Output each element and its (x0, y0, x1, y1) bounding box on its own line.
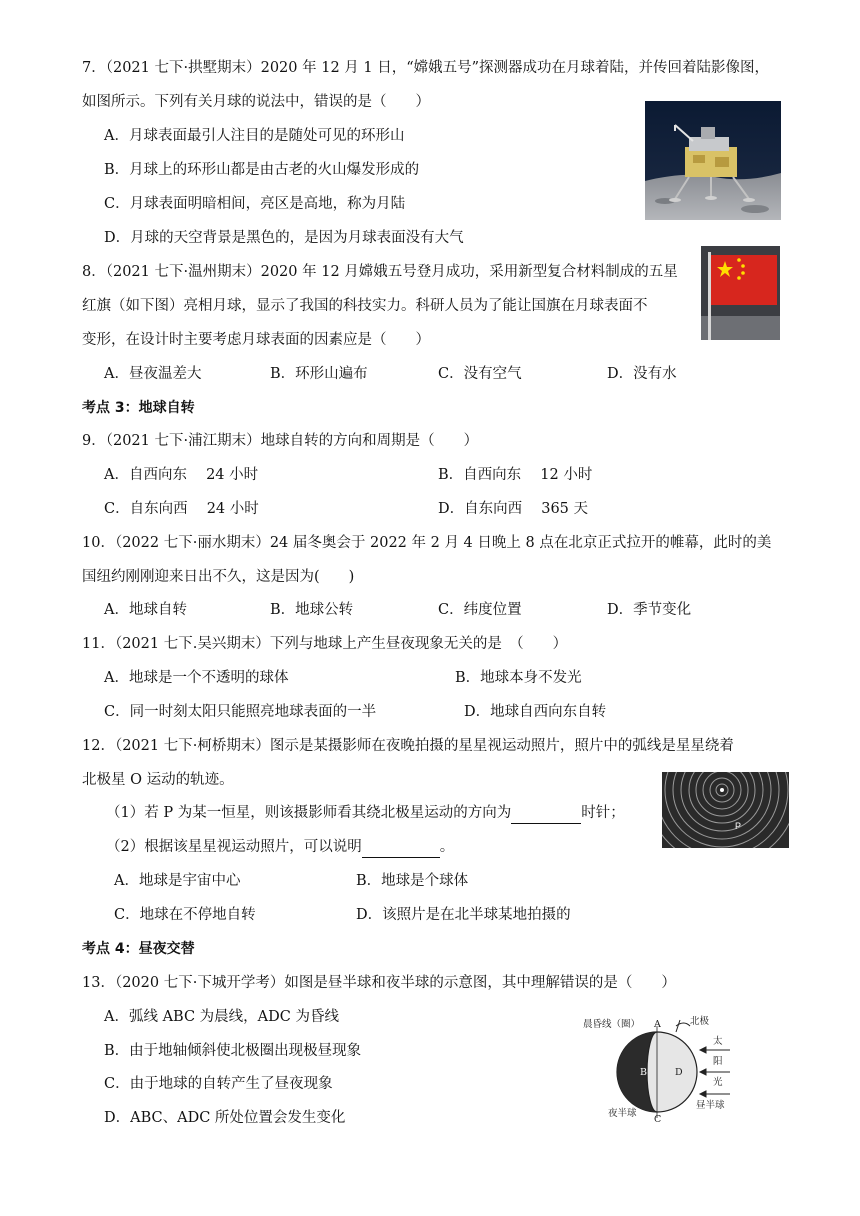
q12-option-b: B．地球是个球体 (356, 873, 469, 889)
section-heading-kp3: 考点 3：地球自转 (82, 400, 195, 416)
q7-stem-line2: 如图所示。下列有关月球的说法中，错误的是（ ） (82, 94, 430, 110)
diagram-label-north-pole: 北极 (690, 1016, 710, 1027)
q13-option-d: D．ABC、ADC 所处位置会发生变化 (104, 1110, 346, 1126)
q7-option-b: B．月球上的环形山都是由古老的火山爆发形成的 (104, 162, 420, 178)
q9-option-b: B．自西向东 12 小时 (438, 467, 593, 483)
q8-stem-line2: 红旗（如下图）亮相月球，显示了我国的科技实力。科研人员为了能让国旗在月球表面不 (82, 298, 648, 314)
diagram-label-terminator: 晨昏线（圈） (583, 1019, 641, 1030)
q12-subquestion-2 (106, 837, 454, 858)
diagram-label-sun-2: 阳 (713, 1056, 723, 1067)
q12-photo-label-p: P (735, 821, 742, 831)
diagram-label-d: D (675, 1067, 683, 1078)
q9-option-d: D．自东向西 365 天 (438, 501, 589, 517)
q12-sub2-suffix: 。 (439, 839, 455, 855)
diagram-label-day: 昼半球 (696, 1100, 725, 1111)
q12-subquestion-1 (106, 803, 625, 824)
lunar-lander-photo (645, 101, 781, 220)
q8-stem-line1: 8．（2021 七下·温州期末）2020 年 12 月嫦娥五号登月成功，采用新型复合材料制成的五星 (82, 264, 678, 280)
diagram-label-sun-1: 太 (713, 1036, 723, 1047)
q7-option-c: C．月球表面明暗相间，亮区是高地，称为月陆 (104, 196, 406, 212)
q8-option-d: D．没有水 (607, 366, 677, 382)
q12-sub1-answer-blank[interactable] (511, 803, 581, 824)
q9-option-a: A．自西向东 24 小时 (104, 467, 259, 483)
q12-sub2-text: （2）根据该星星视运动照片，可以说明 (106, 839, 362, 855)
q10-option-a: A．地球自转 (104, 602, 187, 618)
diagram-label-night: 夜半球 (608, 1108, 637, 1119)
q8-option-c: C．没有空气 (438, 366, 522, 382)
diagram-label-b: B (640, 1067, 647, 1078)
q9-stem: 9．（2021 七下·浦江期末）地球自转的方向和周期是（ ） (82, 433, 479, 449)
q10-option-b: B．地球公转 (270, 602, 354, 618)
q13-option-a: A．弧线 ABC 为晨线，ADC 为昏线 (104, 1009, 339, 1025)
q11-option-d: D．地球自西向东自转 (464, 704, 607, 720)
q8-option-b: B．环形山遍布 (270, 366, 368, 382)
q11-option-b: B．地球本身不发光 (455, 670, 582, 686)
q12-sub1-suffix: 时针； (581, 805, 625, 821)
q7-option-d: D．月球的天空背景是黑色的，是因为月球表面没有大气 (104, 230, 464, 246)
q8-stem-line3: 变形，在设计时主要考虑月球表面的因素应是（ ） (82, 332, 430, 348)
q12-sub1-text: （1）若 P 为某一恒星，则该摄影师看其绕北极星运动的方向为 (106, 805, 512, 821)
diagram-label-c: C (654, 1114, 662, 1124)
q10-option-d: D．季节变化 (607, 602, 692, 618)
q11-option-a: A．地球是一个不透明的球体 (104, 670, 289, 686)
q13-stem: 13．（2020 七下·下城开学考）如图是昼半球和夜半球的示意图，其中理解错误的是（ ） (82, 975, 676, 991)
q11-option-c: C．同一时刻太阳只能照亮地球表面的一半 (104, 704, 377, 720)
diagram-label-a: A (654, 1019, 661, 1030)
q8-option-a: A．昼夜温差大 (104, 366, 202, 382)
q13-option-c: C．由于地球的自转产生了昼夜现象 (104, 1076, 333, 1092)
q10-option-c: C．纬度位置 (438, 602, 522, 618)
q9-option-c: C．自东向西 24 小时 (104, 501, 259, 517)
day-night-hemisphere-diagram (580, 1012, 735, 1124)
q10-stem-line1: 10．（2022 七下·丽水期末）24 届冬奥会于 2022 年 2 月 4 日晚上 8 点在北京正式拉开的帷幕，此时的美 (82, 535, 772, 551)
q7-option-a: A．月球表面最引人注目的是随处可见的环形山 (104, 128, 405, 144)
q12-option-c: C．地球在不停地自转 (114, 907, 256, 923)
q12-option-a: A．地球是宇宙中心 (114, 873, 241, 889)
section-heading-kp4: 考点 4：昼夜交替 (82, 941, 195, 957)
diagram-label-sun-3: 光 (713, 1077, 723, 1088)
q10-stem-line2: 国纽约刚刚迎来日出不久，这是因为( ) (82, 569, 355, 585)
q11-stem: 11．（2021 七下.吴兴期末）下列与地球上产生昼夜现象无关的是 （ ） (82, 636, 568, 652)
q7-stem-line1: 7．（2021 七下·拱墅期末）2020 年 12 月 1 日，“嫦娥五号”探测器成功在月球着陆，并传回着陆影像图， (82, 60, 770, 76)
q12-stem-line1: 12．（2021 七下·柯桥期末）图示是某摄影师在夜晚拍摄的星星视运动照片，照片中的弧线是星星绕着 (82, 738, 734, 754)
q13-option-b: B．由于地轴倾斜使北极圈出现极昼现象 (104, 1043, 362, 1059)
china-flag-on-moon-photo (701, 246, 780, 340)
q12-sub2-answer-blank[interactable] (362, 837, 440, 858)
star-trails-photo (662, 772, 789, 848)
q12-option-d: D．该照片是在北半球某地拍摄的 (356, 907, 571, 923)
q12-stem-line2: 北极星 O 运动的轨迹。 (82, 772, 234, 788)
